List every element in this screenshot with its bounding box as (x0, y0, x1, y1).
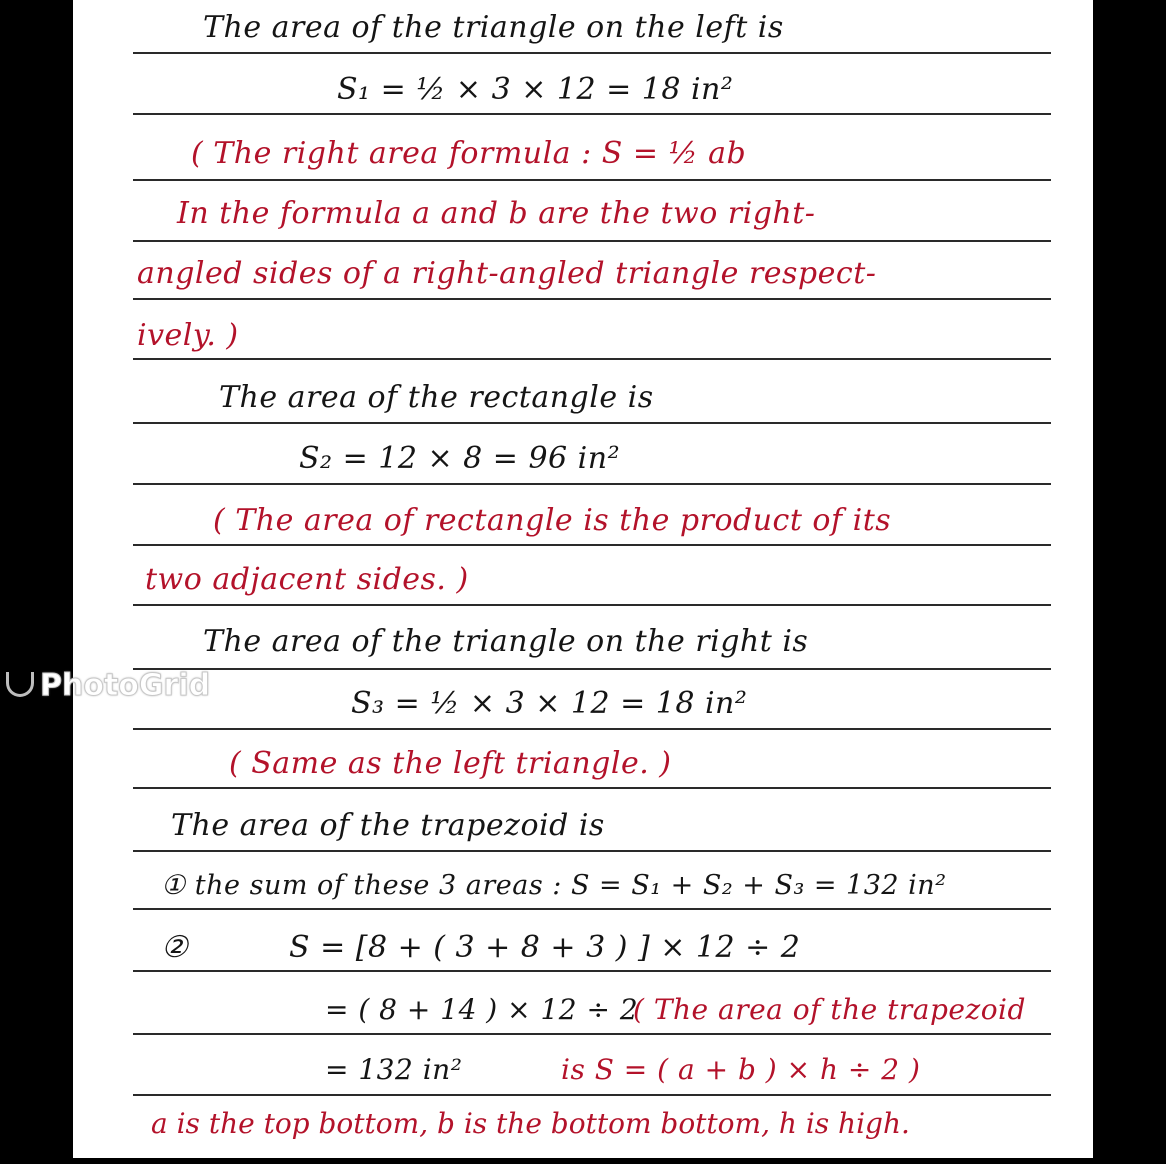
same-as-left-note: ( Same as the left triangle. ) (229, 746, 672, 781)
method-two-step-1: = ( 8 + 14 ) × 12 ÷ 2 (325, 993, 639, 1026)
ruled-line (133, 483, 1051, 485)
handwritten-page (73, 0, 1093, 1158)
ruled-line (133, 298, 1051, 300)
method-two-result: = 132 in² (325, 1053, 463, 1086)
method-two-marker: ② (161, 930, 189, 965)
trapezoid-heading: The area of the trapezoid is (171, 808, 605, 843)
ruled-line (133, 52, 1051, 54)
rectangle-equation: S₂ = 12 × 8 = 96 in² (299, 441, 621, 476)
rectangle-heading: The area of the rectangle is (219, 380, 654, 415)
ruled-line (133, 1094, 1051, 1096)
right-area-formula-note: ( The right area formula : S = ½ ab (191, 136, 747, 171)
method-two-equation: S = [8 + ( 3 + 8 + 3 ) ] × 12 ÷ 2 (289, 930, 801, 965)
right-triangle-heading: The area of the triangle on the right is (203, 624, 809, 659)
ruled-line (133, 728, 1051, 730)
ruled-line (133, 422, 1051, 424)
ruled-line (133, 604, 1051, 606)
left-triangle-heading: The area of the triangle on the left is (203, 10, 784, 45)
ruled-line (133, 113, 1051, 115)
ruled-line (133, 908, 1051, 910)
formula-explanation-line-2: angled sides of a right-angled triangle respect- (137, 256, 877, 291)
right-triangle-equation: S₃ = ½ × 3 × 12 = 18 in² (351, 686, 748, 721)
rectangle-note-line-1: ( The area of rectangle is the product of its (213, 503, 892, 538)
trapezoid-formula-note-2: is S = ( a + b ) × h ÷ 2 ) (561, 1053, 921, 1086)
photogrid-logo-icon (6, 672, 34, 697)
ruled-line (133, 668, 1051, 670)
left-triangle-equation: S₁ = ½ × 3 × 12 = 18 in² (337, 72, 734, 107)
ruled-line (133, 358, 1051, 360)
trapezoid-formula-note-1: ( The area of the trapezoid (633, 993, 1026, 1026)
watermark-text: PhotoGrid (40, 668, 211, 703)
method-one-sum: ① the sum of these 3 areas : S = S₁ + S₂ + S₃ = 132 in² (161, 870, 947, 901)
ruled-line (133, 1033, 1051, 1035)
formula-explanation-line-3: ively. ) (137, 318, 239, 353)
rectangle-note-line-2: two adjacent sides. ) (145, 562, 469, 597)
ruled-line (133, 970, 1051, 972)
formula-explanation-line-1: In the formula a and b are the two right- (177, 196, 816, 231)
ruled-line (133, 179, 1051, 181)
photogrid-watermark (6, 668, 210, 703)
ruled-line (133, 544, 1051, 546)
variable-definitions: a is the top bottom, b is the bottom bottom, h is high. (151, 1107, 910, 1140)
ruled-line (133, 240, 1051, 242)
ruled-line (133, 787, 1051, 789)
ruled-line (133, 850, 1051, 852)
